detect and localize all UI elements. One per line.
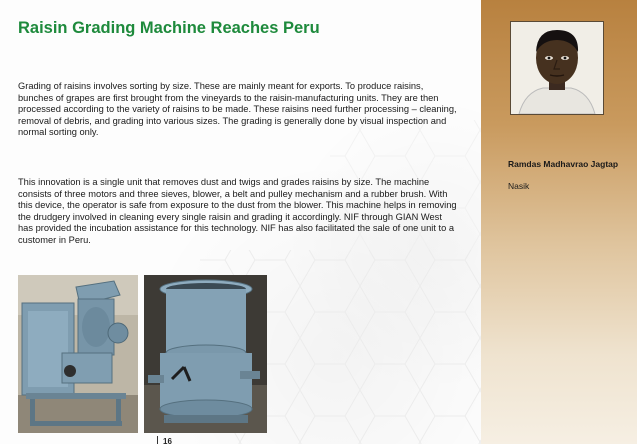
page-number: 16	[163, 437, 172, 444]
article-paragraph-2: This innovation is a single unit that removes dust and twigs and grades raisins by size. The machine consists of three motors and three sieves, blower, a belt and pulley mechanism and a rubber brush. With this device, the operator is safe from exposure to the dust from the blower. This machine helps in removing the drudgery involved in cleaning every single raisin and grading it accordingly. NIF through GIAN West has provided the incubation assistance for this technology. NIF has also facilitated the sale of one unit to a customer in Peru.	[18, 177, 457, 245]
page-number-divider	[157, 436, 158, 444]
article-paragraph-1: Grading of raisins involves sorting by size. These are mainly meant for exports. To produce raisins, bunches of grapes are first brought from the vineyards to the raisin-manufacturing units. They are then processed according to the variety of raisins to be made. These raisins need further processing – cleaning, removal of debris, and grading into various sizes. The grading is generally done by visual inspection and normal sorting only.	[18, 81, 457, 138]
article-title: Raisin Grading Machine Reaches Peru	[18, 19, 320, 37]
innovator-sidebar	[481, 0, 637, 444]
machine-photo-side-view	[18, 275, 138, 433]
innovator-portrait	[510, 21, 604, 115]
machine-photo-cylinder-view	[144, 275, 267, 433]
innovator-name: Ramdas Madhavrao Jagtap	[508, 159, 619, 169]
innovator-place: Nasik	[508, 181, 530, 191]
